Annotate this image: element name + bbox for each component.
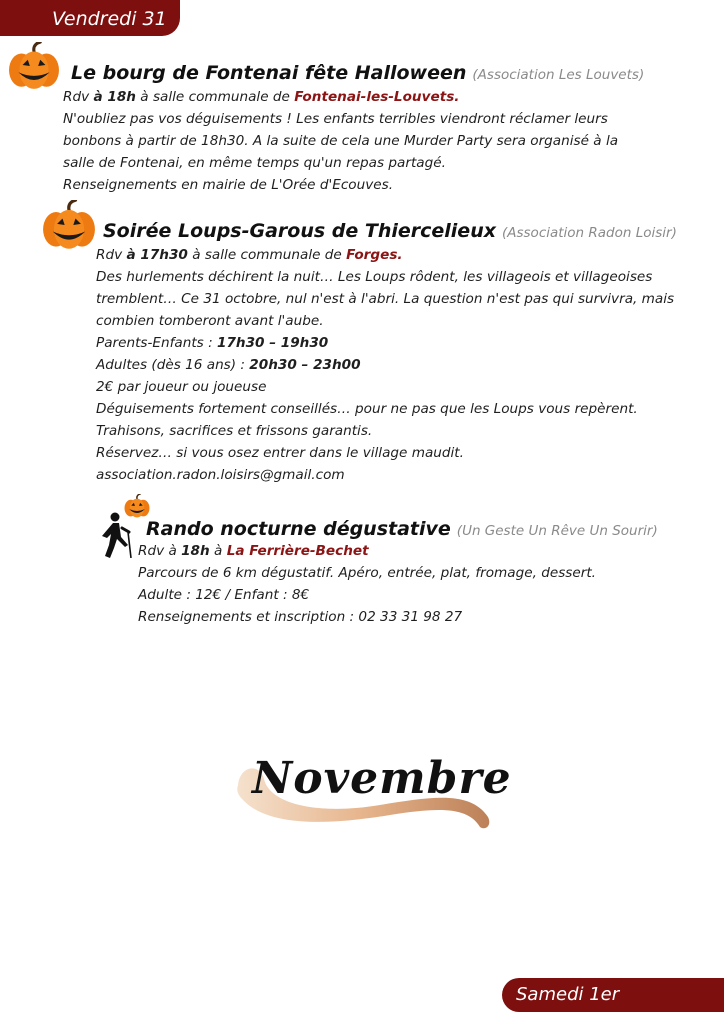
rdv-mid: à salle communale de: [187, 247, 347, 263]
event-line: Réservez… si vous osez entrer dans le village maudit.: [96, 445, 464, 461]
event-organizer: (Association Radon Loisir): [501, 225, 677, 241]
event-adults-schedule: [96, 354, 677, 376]
parents-label: Parents-Enfants :: [96, 335, 217, 351]
event-halloween: [63, 62, 644, 196]
parents-time: 17h30 – 19h30: [216, 335, 329, 351]
event-title: Rando nocturne dégustative: [146, 518, 451, 540]
event-line: tremblent… Ce 31 octobre, nul n'est à l'abri. La question n'est pas qui survivra, mais: [96, 291, 675, 307]
month-title: Novembre: [252, 753, 512, 804]
event-title: Le bourg de Fontenai fête Halloween: [71, 62, 467, 84]
event-title: Soirée Loups-Garous de Thiercelieux: [103, 220, 496, 242]
event-line: Adulte : 12€ / Enfant : 8€: [138, 587, 310, 603]
event-line: Déguisements fortement conseillés… pour ne pas que les Loups vous repèrent.: [96, 401, 638, 417]
rdv-place: La Ferrière-Bechet: [226, 543, 369, 559]
event-loups-garous: [96, 220, 677, 486]
event-line: Parcours de 6 km dégustatif. Apéro, entrée, plat, fromage, dessert.: [138, 565, 596, 581]
rdv-place: Fontenai-les-Louvets.: [294, 89, 460, 105]
day-tab-top: [0, 0, 180, 36]
rdv-time: à 17h30: [126, 247, 188, 263]
event-rdv: [96, 244, 677, 266]
rdv-prefix: Rdv: [63, 89, 94, 105]
event-line: Renseignements en mairie de L'Orée d'Ecouves.: [63, 177, 394, 193]
pumpkin-icon: [8, 42, 60, 90]
event-rando: [138, 518, 658, 628]
event-organizer: (Un Geste Un Rêve Un Sourir): [456, 523, 658, 539]
rdv-prefix: Rdv: [96, 247, 127, 263]
event-line: combien tomberont avant l'aube.: [96, 313, 324, 329]
rdv-mid: à: [209, 543, 227, 559]
day-label-top: Vendredi 31: [52, 8, 167, 30]
event-line: Trahisons, sacrifices et frissons garantis.: [96, 423, 373, 439]
rdv-place: Forges.: [346, 247, 403, 263]
event-line: 2€ par joueur ou joueuse: [96, 379, 267, 395]
event-parents-schedule: [96, 332, 677, 354]
event-rdv: [138, 540, 658, 562]
event-organizer: (Association Les Louvets): [472, 67, 645, 83]
hiker-icon: [98, 512, 132, 558]
event-line: salle de Fontenai, en même temps qu'un repas partagé.: [63, 155, 446, 171]
rdv-time: 18h: [181, 543, 210, 559]
rdv-mid: à salle communale de: [135, 89, 295, 105]
event-line: Renseignements et inscription : 02 33 31 98 27: [138, 609, 463, 625]
adults-label: Adultes (dès 16 ans) :: [96, 357, 250, 373]
rdv-time: à 18h: [93, 89, 136, 105]
day-tab-bottom: [502, 978, 724, 1012]
day-label-bottom: Samedi 1er: [516, 984, 620, 1005]
month-banner: [230, 745, 512, 855]
event-email: association.radon.loisirs@gmail.com: [96, 467, 345, 483]
event-rdv: [63, 86, 644, 108]
pumpkin-icon: [42, 200, 96, 250]
event-line: Des hurlements déchirent la nuit… Les Loups rôdent, les villageois et villageoises: [96, 269, 653, 285]
event-line: bonbons à partir de 18h30. A la suite de cela une Murder Party sera organisé à la: [63, 133, 619, 149]
rdv-prefix: Rdv à: [138, 543, 182, 559]
adults-time: 20h30 – 23h00: [249, 357, 361, 373]
event-line: N'oubliez pas vos déguisements ! Les enfants terribles viendront réclamer leurs: [63, 111, 608, 127]
